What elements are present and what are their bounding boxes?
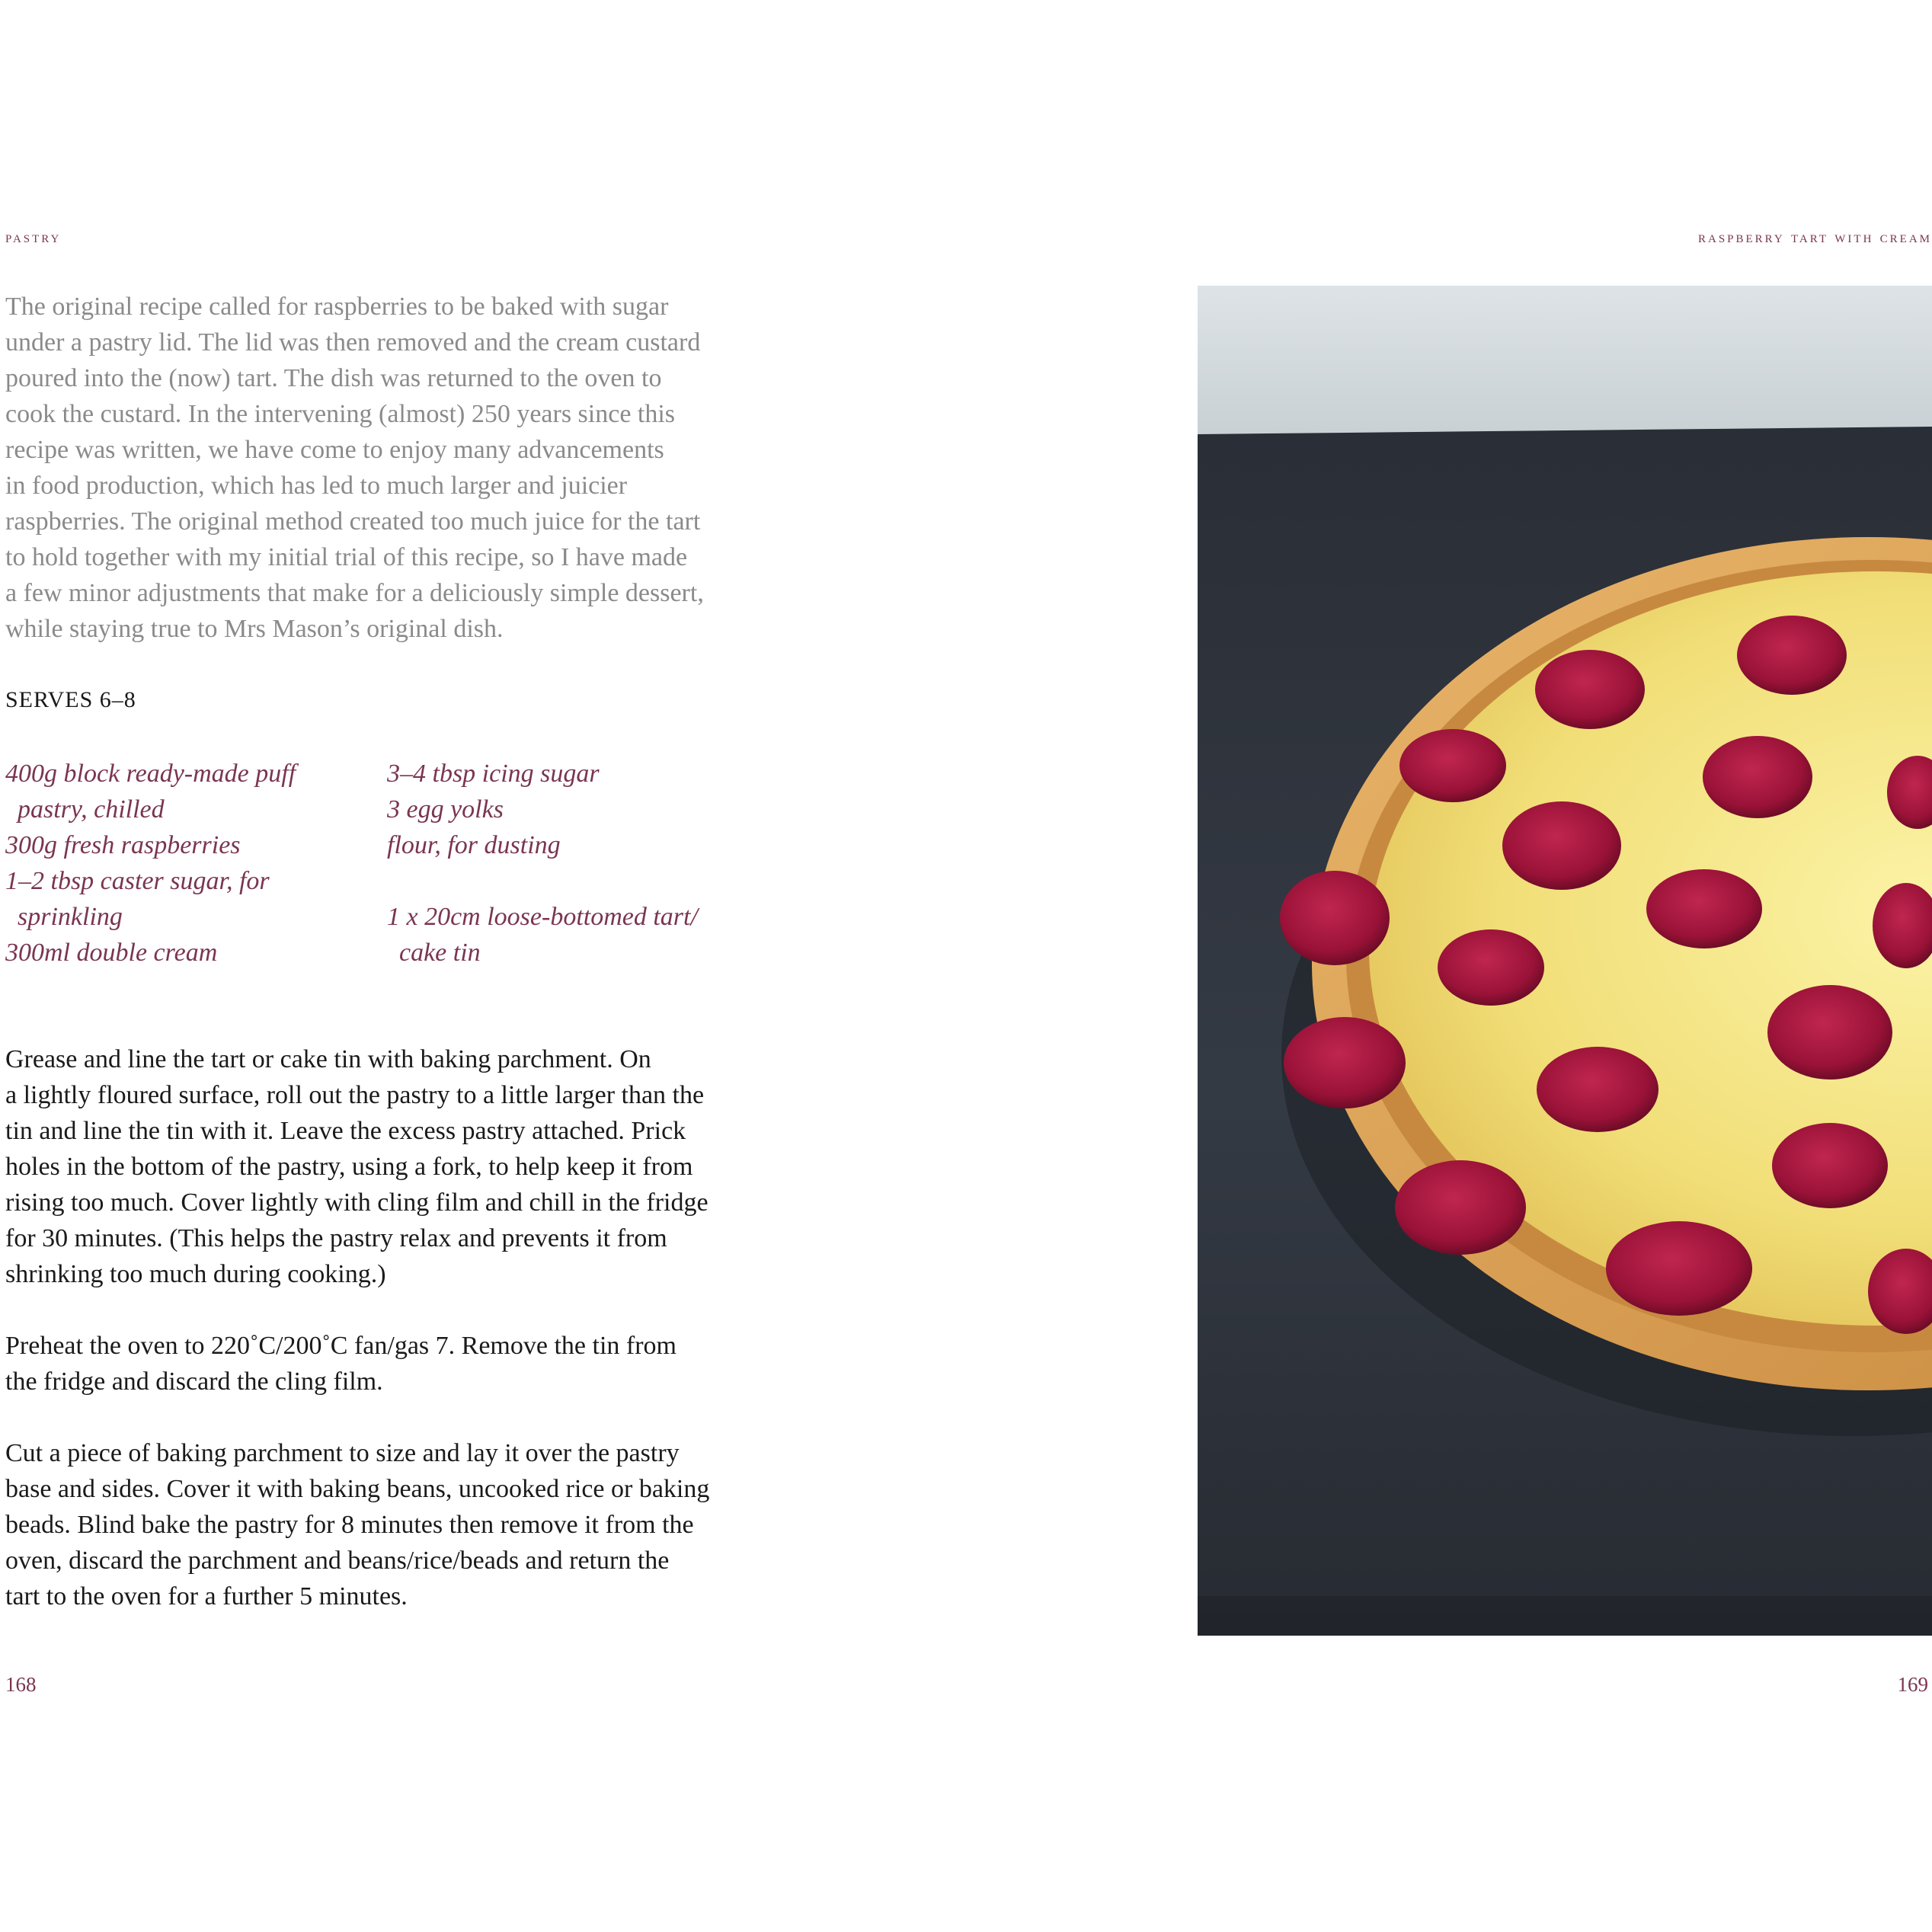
raspberry bbox=[1284, 1017, 1406, 1108]
ingredient-line: sprinkling bbox=[18, 903, 123, 931]
ingredient-line: 3 egg yolks bbox=[387, 795, 504, 824]
ingredient-line: cake tin bbox=[399, 939, 481, 967]
ingredient-line: 300g fresh raspberries bbox=[5, 831, 241, 859]
raspberry bbox=[1502, 801, 1621, 890]
method-step-3 bbox=[5, 1435, 752, 1614]
page-number-left: 168 bbox=[5, 1673, 37, 1696]
raspberry bbox=[1606, 1221, 1752, 1316]
method-line: base and sides. Cover it with baking beans, uncooked rice or baking bbox=[5, 1475, 710, 1503]
method-line: tart to the oven for a further 5 minutes. bbox=[5, 1582, 408, 1611]
ingredient-line: 3–4 tbsp icing sugar bbox=[387, 760, 600, 788]
intro-line: to hold together with my initial trial of this recipe, so I have made bbox=[5, 543, 688, 571]
ingredients-column-1 bbox=[5, 756, 371, 971]
ingredient-line: 1 x 20cm loose-bottomed tart/ bbox=[387, 903, 698, 931]
raspberry bbox=[1395, 1160, 1526, 1255]
method-line: Grease and line the tart or cake tin with baking parchment. On bbox=[5, 1045, 651, 1073]
intro-line: in food production, which has led to much larger and juicier bbox=[5, 472, 628, 500]
method-line: oven, discard the parchment and beans/rice/beads and return the bbox=[5, 1547, 670, 1575]
raspberry bbox=[1399, 729, 1506, 802]
wall-background bbox=[1198, 286, 1932, 438]
intro-line: while staying true to Mrs Mason’s original dish. bbox=[5, 615, 504, 643]
raspberry bbox=[1767, 985, 1892, 1080]
intro-line: raspberries. The original method created too much juice for the tart bbox=[5, 507, 701, 536]
method-line: shrinking too much during cooking.) bbox=[5, 1260, 386, 1288]
running-head-right: raspberry tart with cream bbox=[1697, 228, 1932, 246]
ingredient-line: pastry, chilled bbox=[18, 795, 165, 824]
ingredients-column-2 bbox=[387, 756, 745, 971]
raspberry bbox=[1438, 929, 1544, 1006]
raspberry bbox=[1535, 650, 1645, 729]
method-line: tin and line the tin with it. Leave the excess pastry attached. Prick bbox=[5, 1117, 686, 1145]
ingredient-spacer bbox=[387, 863, 745, 899]
page-number-right: 169 bbox=[1897, 1673, 1928, 1696]
ingredient-line: 1–2 tbsp caster sugar, for bbox=[5, 867, 270, 895]
method-line: Cut a piece of baking parchment to size and lay it over the pastry bbox=[5, 1439, 680, 1467]
method-step-1 bbox=[5, 1041, 752, 1292]
raspberry-tart-photo bbox=[1198, 286, 1932, 1636]
intro-paragraph bbox=[5, 289, 744, 647]
intro-line: under a pastry lid. The lid was then removed and the cream custard bbox=[5, 328, 701, 357]
raspberry bbox=[1537, 1047, 1659, 1132]
method-step-2 bbox=[5, 1328, 752, 1399]
slate-edge bbox=[1198, 1596, 1932, 1636]
raspberry bbox=[1646, 869, 1762, 948]
method-line: rising too much. Cover lightly with cling film and chill in the fridge bbox=[5, 1188, 709, 1217]
intro-line: The original recipe called for raspberries to be baked with sugar bbox=[5, 293, 669, 321]
method-line: beads. Blind bake the pastry for 8 minutes then remove it from the bbox=[5, 1511, 694, 1539]
serves-label: SERVES 6–8 bbox=[5, 687, 136, 712]
intro-line: poured into the (now) tart. The dish was returned to the oven to bbox=[5, 364, 662, 392]
method-line: a lightly floured surface, roll out the pastry to a little larger than the bbox=[5, 1081, 705, 1109]
method-line: holes in the bottom of the pastry, using a fork, to help keep it from bbox=[5, 1153, 693, 1181]
raspberry bbox=[1280, 871, 1390, 965]
method-line: for 30 minutes. (This helps the pastry relax and prevents it from bbox=[5, 1224, 667, 1252]
intro-line: cook the custard. In the intervening (almost) 250 years since this bbox=[5, 400, 676, 428]
method-line: Preheat the oven to 220˚C/200˚C fan/gas 7. Remove the tin from bbox=[5, 1332, 677, 1360]
raspberry bbox=[1737, 616, 1847, 695]
raspberry bbox=[1772, 1123, 1888, 1208]
ingredient-line: 400g block ready-made puff bbox=[5, 760, 296, 788]
ingredient-line: 300ml double cream bbox=[5, 939, 218, 967]
running-head-left: pastry bbox=[5, 228, 62, 246]
intro-line: recipe was written, we have come to enjoy many advancements bbox=[5, 436, 664, 464]
method-line: the fridge and discard the cling film. bbox=[5, 1367, 383, 1396]
intro-line: a few minor adjustments that make for a deliciously simple dessert, bbox=[5, 579, 704, 607]
raspberry bbox=[1703, 736, 1812, 818]
ingredient-line: flour, for dusting bbox=[387, 831, 561, 859]
